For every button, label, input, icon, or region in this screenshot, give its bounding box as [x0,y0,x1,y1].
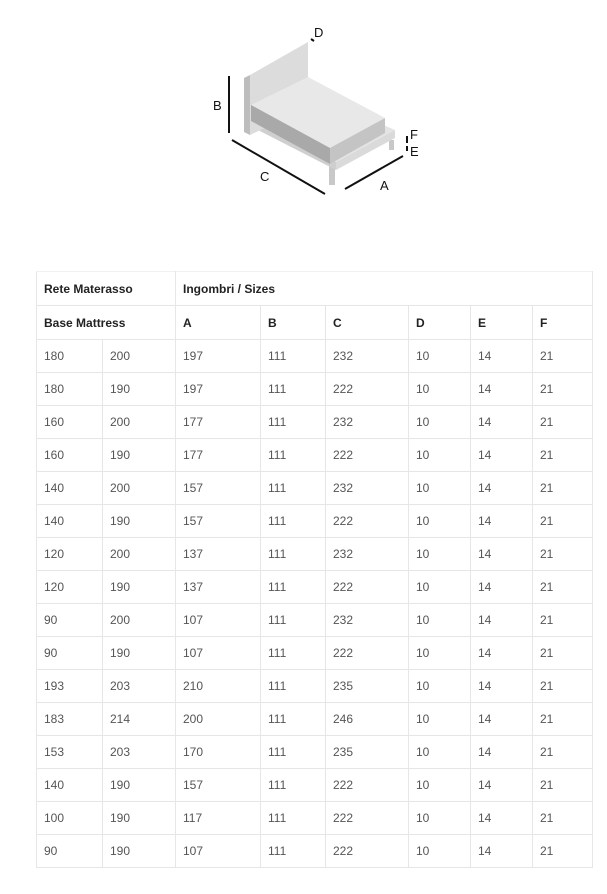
cell-d: 10 [409,604,471,637]
cell-e: 14 [471,505,533,538]
cell-e: 14 [471,406,533,439]
label-a: A [380,178,389,193]
cell-b: 111 [261,637,326,670]
cell-base: 100 [37,802,103,835]
table-row [37,505,593,538]
cell-c: 222 [326,373,409,406]
header-e: E [471,306,533,340]
cell-mattress: 200 [103,538,176,571]
cell-base: 180 [37,340,103,373]
cell-f: 21 [533,736,593,769]
cell-d: 10 [409,736,471,769]
cell-base: 90 [37,604,103,637]
header-row-groups [37,272,593,306]
cell-d: 10 [409,373,471,406]
table-row [37,373,593,406]
table-row [37,769,593,802]
cell-base: 160 [37,439,103,472]
cell-d: 10 [409,637,471,670]
cell-mattress: 200 [103,472,176,505]
cell-c: 232 [326,472,409,505]
cell-c: 232 [326,604,409,637]
cell-a: 197 [176,340,261,373]
cell-e: 14 [471,472,533,505]
cell-a: 170 [176,736,261,769]
cell-c: 232 [326,538,409,571]
cell-base: 180 [37,373,103,406]
cell-mattress: 190 [103,373,176,406]
cell-b: 111 [261,736,326,769]
cell-e: 14 [471,769,533,802]
cell-mattress: 190 [103,505,176,538]
cell-mattress: 190 [103,637,176,670]
table-body [37,340,593,868]
table-row [37,604,593,637]
cell-c: 222 [326,835,409,868]
table-row [37,439,593,472]
cell-base: 140 [37,505,103,538]
cell-d: 10 [409,505,471,538]
cell-base: 90 [37,835,103,868]
cell-base: 140 [37,472,103,505]
cell-d: 10 [409,472,471,505]
cell-d: 10 [409,439,471,472]
cell-base: 160 [37,406,103,439]
header-f: F [533,306,593,340]
cell-d: 10 [409,703,471,736]
cell-mattress: 190 [103,571,176,604]
cell-e: 14 [471,604,533,637]
cell-b: 111 [261,604,326,637]
table-row [37,472,593,505]
cell-f: 21 [533,604,593,637]
cell-a: 157 [176,505,261,538]
cell-e: 14 [471,538,533,571]
cell-c: 222 [326,439,409,472]
cell-e: 14 [471,802,533,835]
cell-b: 111 [261,373,326,406]
cell-e: 14 [471,835,533,868]
cell-mattress: 190 [103,802,176,835]
cell-mattress: 200 [103,406,176,439]
cell-d: 10 [409,769,471,802]
cell-base: 183 [37,703,103,736]
cell-a: 107 [176,835,261,868]
cell-f: 21 [533,406,593,439]
cell-c: 222 [326,571,409,604]
cell-c: 232 [326,340,409,373]
header-c: C [326,306,409,340]
label-c: C [260,169,270,184]
cell-a: 107 [176,604,261,637]
cell-a: 117 [176,802,261,835]
cell-d: 10 [409,406,471,439]
table-row [37,538,593,571]
cell-mattress: 190 [103,835,176,868]
cell-b: 111 [261,406,326,439]
cell-e: 14 [471,736,533,769]
cell-b: 111 [261,472,326,505]
cell-a: 157 [176,472,261,505]
cell-mattress: 203 [103,670,176,703]
cell-b: 111 [261,835,326,868]
header-d: D [409,306,471,340]
cell-c: 232 [326,406,409,439]
cell-e: 14 [471,373,533,406]
cell-b: 111 [261,571,326,604]
sizes-table [36,271,593,868]
cell-f: 21 [533,670,593,703]
cell-e: 14 [471,670,533,703]
cell-d: 10 [409,835,471,868]
cell-b: 111 [261,538,326,571]
table-row [37,835,593,868]
cell-mattress: 214 [103,703,176,736]
header-base-mattress-group: Rete Materasso [37,272,176,306]
cell-f: 21 [533,835,593,868]
cell-e: 14 [471,637,533,670]
cell-a: 197 [176,373,261,406]
cell-base: 120 [37,571,103,604]
label-b: B [213,98,222,113]
header-sizes-group: Ingombri / Sizes [176,272,593,306]
cell-base: 153 [37,736,103,769]
cell-a: 177 [176,439,261,472]
table-row [37,802,593,835]
label-d: D [314,25,324,40]
cell-f: 21 [533,637,593,670]
cell-e: 14 [471,703,533,736]
cell-c: 222 [326,505,409,538]
table-row [37,736,593,769]
cell-c: 246 [326,703,409,736]
cell-e: 14 [471,571,533,604]
cell-f: 21 [533,439,593,472]
cell-mattress: 200 [103,604,176,637]
cell-c: 222 [326,637,409,670]
header-a: A [176,306,261,340]
table-row [37,703,593,736]
cell-a: 107 [176,637,261,670]
cell-f: 21 [533,373,593,406]
cell-b: 111 [261,439,326,472]
cell-c: 235 [326,670,409,703]
cell-mattress: 200 [103,340,176,373]
cell-a: 177 [176,406,261,439]
cell-d: 10 [409,802,471,835]
cell-mattress: 203 [103,736,176,769]
cell-d: 10 [409,340,471,373]
table-row [37,571,593,604]
cell-f: 21 [533,703,593,736]
dimension-line-a [345,156,403,189]
cell-d: 10 [409,571,471,604]
cell-base: 193 [37,670,103,703]
cell-a: 157 [176,769,261,802]
cell-e: 14 [471,439,533,472]
cell-b: 111 [261,505,326,538]
cell-base: 120 [37,538,103,571]
cell-c: 235 [326,736,409,769]
cell-a: 210 [176,670,261,703]
cell-a: 137 [176,571,261,604]
cell-a: 200 [176,703,261,736]
cell-b: 111 [261,340,326,373]
cell-c: 222 [326,802,409,835]
cell-c: 222 [326,769,409,802]
cell-f: 21 [533,571,593,604]
headboard-side [244,75,250,135]
cell-f: 21 [533,538,593,571]
table-row [37,406,593,439]
cell-base: 140 [37,769,103,802]
cell-d: 10 [409,538,471,571]
bed-dimension-diagram [0,0,607,230]
table-row [37,670,593,703]
cell-d: 10 [409,670,471,703]
cell-b: 111 [261,802,326,835]
cell-a: 137 [176,538,261,571]
cell-b: 111 [261,670,326,703]
cell-f: 21 [533,472,593,505]
cell-f: 21 [533,340,593,373]
cell-f: 21 [533,505,593,538]
table-row [37,637,593,670]
label-e: E [410,144,419,159]
cell-base: 90 [37,637,103,670]
header-row-columns [37,306,593,340]
table-row [37,340,593,373]
header-base-mattress: Base Mattress [37,306,176,340]
cell-b: 111 [261,769,326,802]
cell-mattress: 190 [103,769,176,802]
cell-e: 14 [471,340,533,373]
cell-b: 111 [261,703,326,736]
bed-leg [389,140,394,150]
cell-mattress: 190 [103,439,176,472]
cell-f: 21 [533,802,593,835]
header-b: B [261,306,326,340]
label-f: F [410,127,418,142]
cell-f: 21 [533,769,593,802]
